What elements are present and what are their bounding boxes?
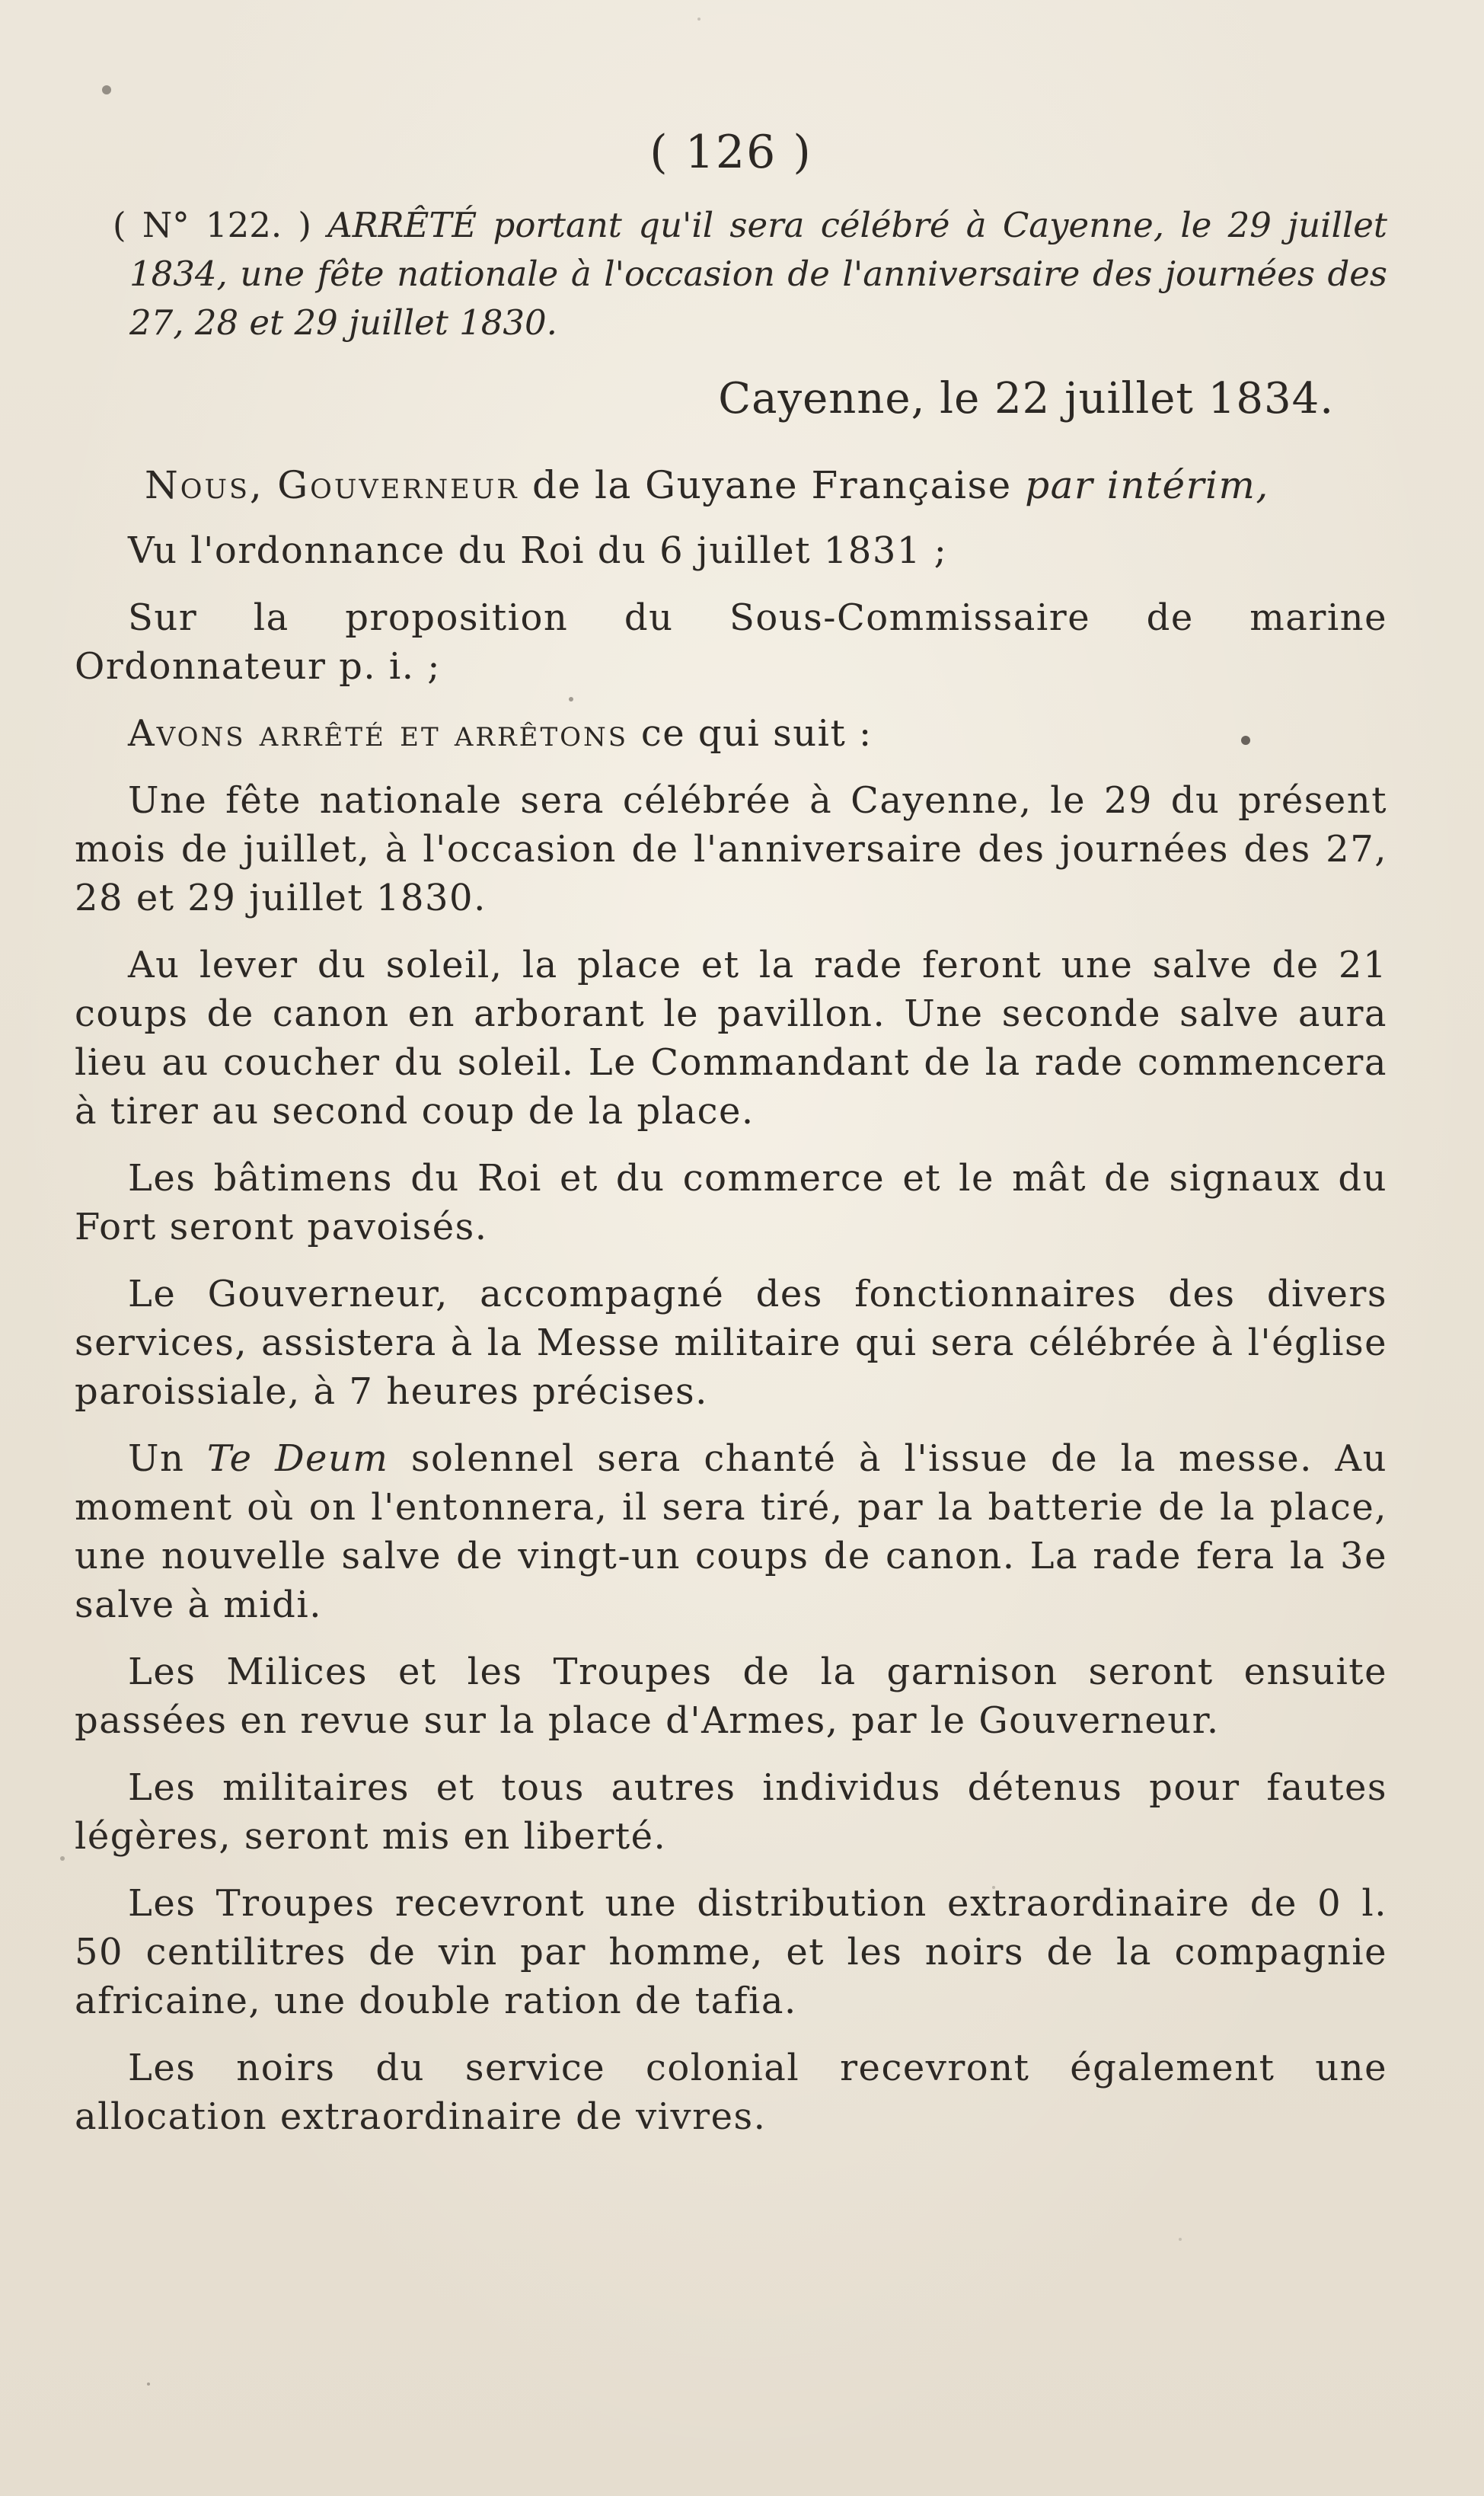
dateline: Cayenne, le 22 juillet 1834.	[718, 374, 1334, 423]
intro-line	[75, 461, 1387, 510]
paragraph-troupes: Les Troupes recevront une distribution extraordinaire de 0 l. 50 centilitres de vin par homme, et les noirs de la compagnie africaine, une double ration de tafia.	[75, 1882, 1387, 2023]
sur-paragraph: Sur la proposition du Sous-Commissaire de marine Ordonnateur p. i. ;	[75, 596, 1387, 689]
intro-gouverneur: Gouverneur	[277, 463, 519, 508]
decree-number: ( N° 122. )	[113, 205, 311, 245]
te-deum-italic: Te Deum	[206, 1437, 389, 1481]
decree-title: ARRÊTÉ portant qu'il sera célébré à Cayenne, le 29 juillet 1834, une fête nationale à l'occasion de l'anniversaire des journées des 27, 28 et 29 juillet 1830.	[129, 205, 1387, 343]
vu-paragraph: Vu l'ordonnance du Roi du 6 juillet 1831 ;	[128, 529, 948, 573]
intro-rest: de la Guyane Française	[531, 463, 1012, 508]
text-block	[75, 114, 1387, 2159]
te-deum-before: Un	[128, 1437, 185, 1481]
paragraph-messe: Le Gouverneur, accompagné des fonctionnaires des divers services, assistera à la Messe militaire qui sera célébrée à l'église paroissiale, à 7 heures précises.	[75, 1273, 1387, 1414]
intro-par-interim: par intérim,	[1025, 463, 1269, 508]
paragraph-revue: Les Milices et les Troupes de la garnison seront ensuite passées en revue sur la place d'Armes, par le Gouverneur.	[75, 1651, 1387, 1743]
paragraph-pavoises: Les bâtimens du Roi et du commerce et le mât de signaux du Fort seront pavoisés.	[75, 1157, 1387, 1249]
intro-nous: Nous,	[145, 463, 264, 508]
avons-paragraph	[75, 709, 1387, 758]
avons-rest: ce qui suit :	[640, 712, 873, 756]
decree-header	[75, 201, 1387, 347]
paragraph-fete: Une fête nationale sera célébrée à Cayenne, le 29 du présent mois de juillet, à l'occasion de l'anniversaire des journées des 27, 28 et 29 juillet 1830.	[75, 779, 1387, 920]
paragraph-liberte: Les militaires et tous autres individus détenus pour fautes légères, seront mis en liberté.	[75, 1766, 1387, 1858]
paragraph-te-deum	[75, 1434, 1387, 1629]
te-deum-after: solennel sera chanté à l'issue de la messe. Au moment où on l'entonnera, il sera tiré, par la batterie de la place, une nouvelle salve de vingt-un coups de canon. La rade fera la 3e salve à midi.	[75, 1437, 1387, 1627]
page-number: ( 126 )	[649, 126, 812, 179]
avons-caps: Avons arrêté et arrêtons	[128, 712, 629, 756]
paragraph-salve: Au lever du soleil, la place et la rade feront une salve de 21 coups de canon en arborant le pavillon. Une seconde salve aura lieu au coucher du soleil. Le Commandant de la rade commencera à tirer au second coup de la place.	[75, 944, 1387, 1133]
paragraph-vivres: Les noirs du service colonial recevront également une allocation extraordinaire de vivres.	[75, 2047, 1387, 2139]
